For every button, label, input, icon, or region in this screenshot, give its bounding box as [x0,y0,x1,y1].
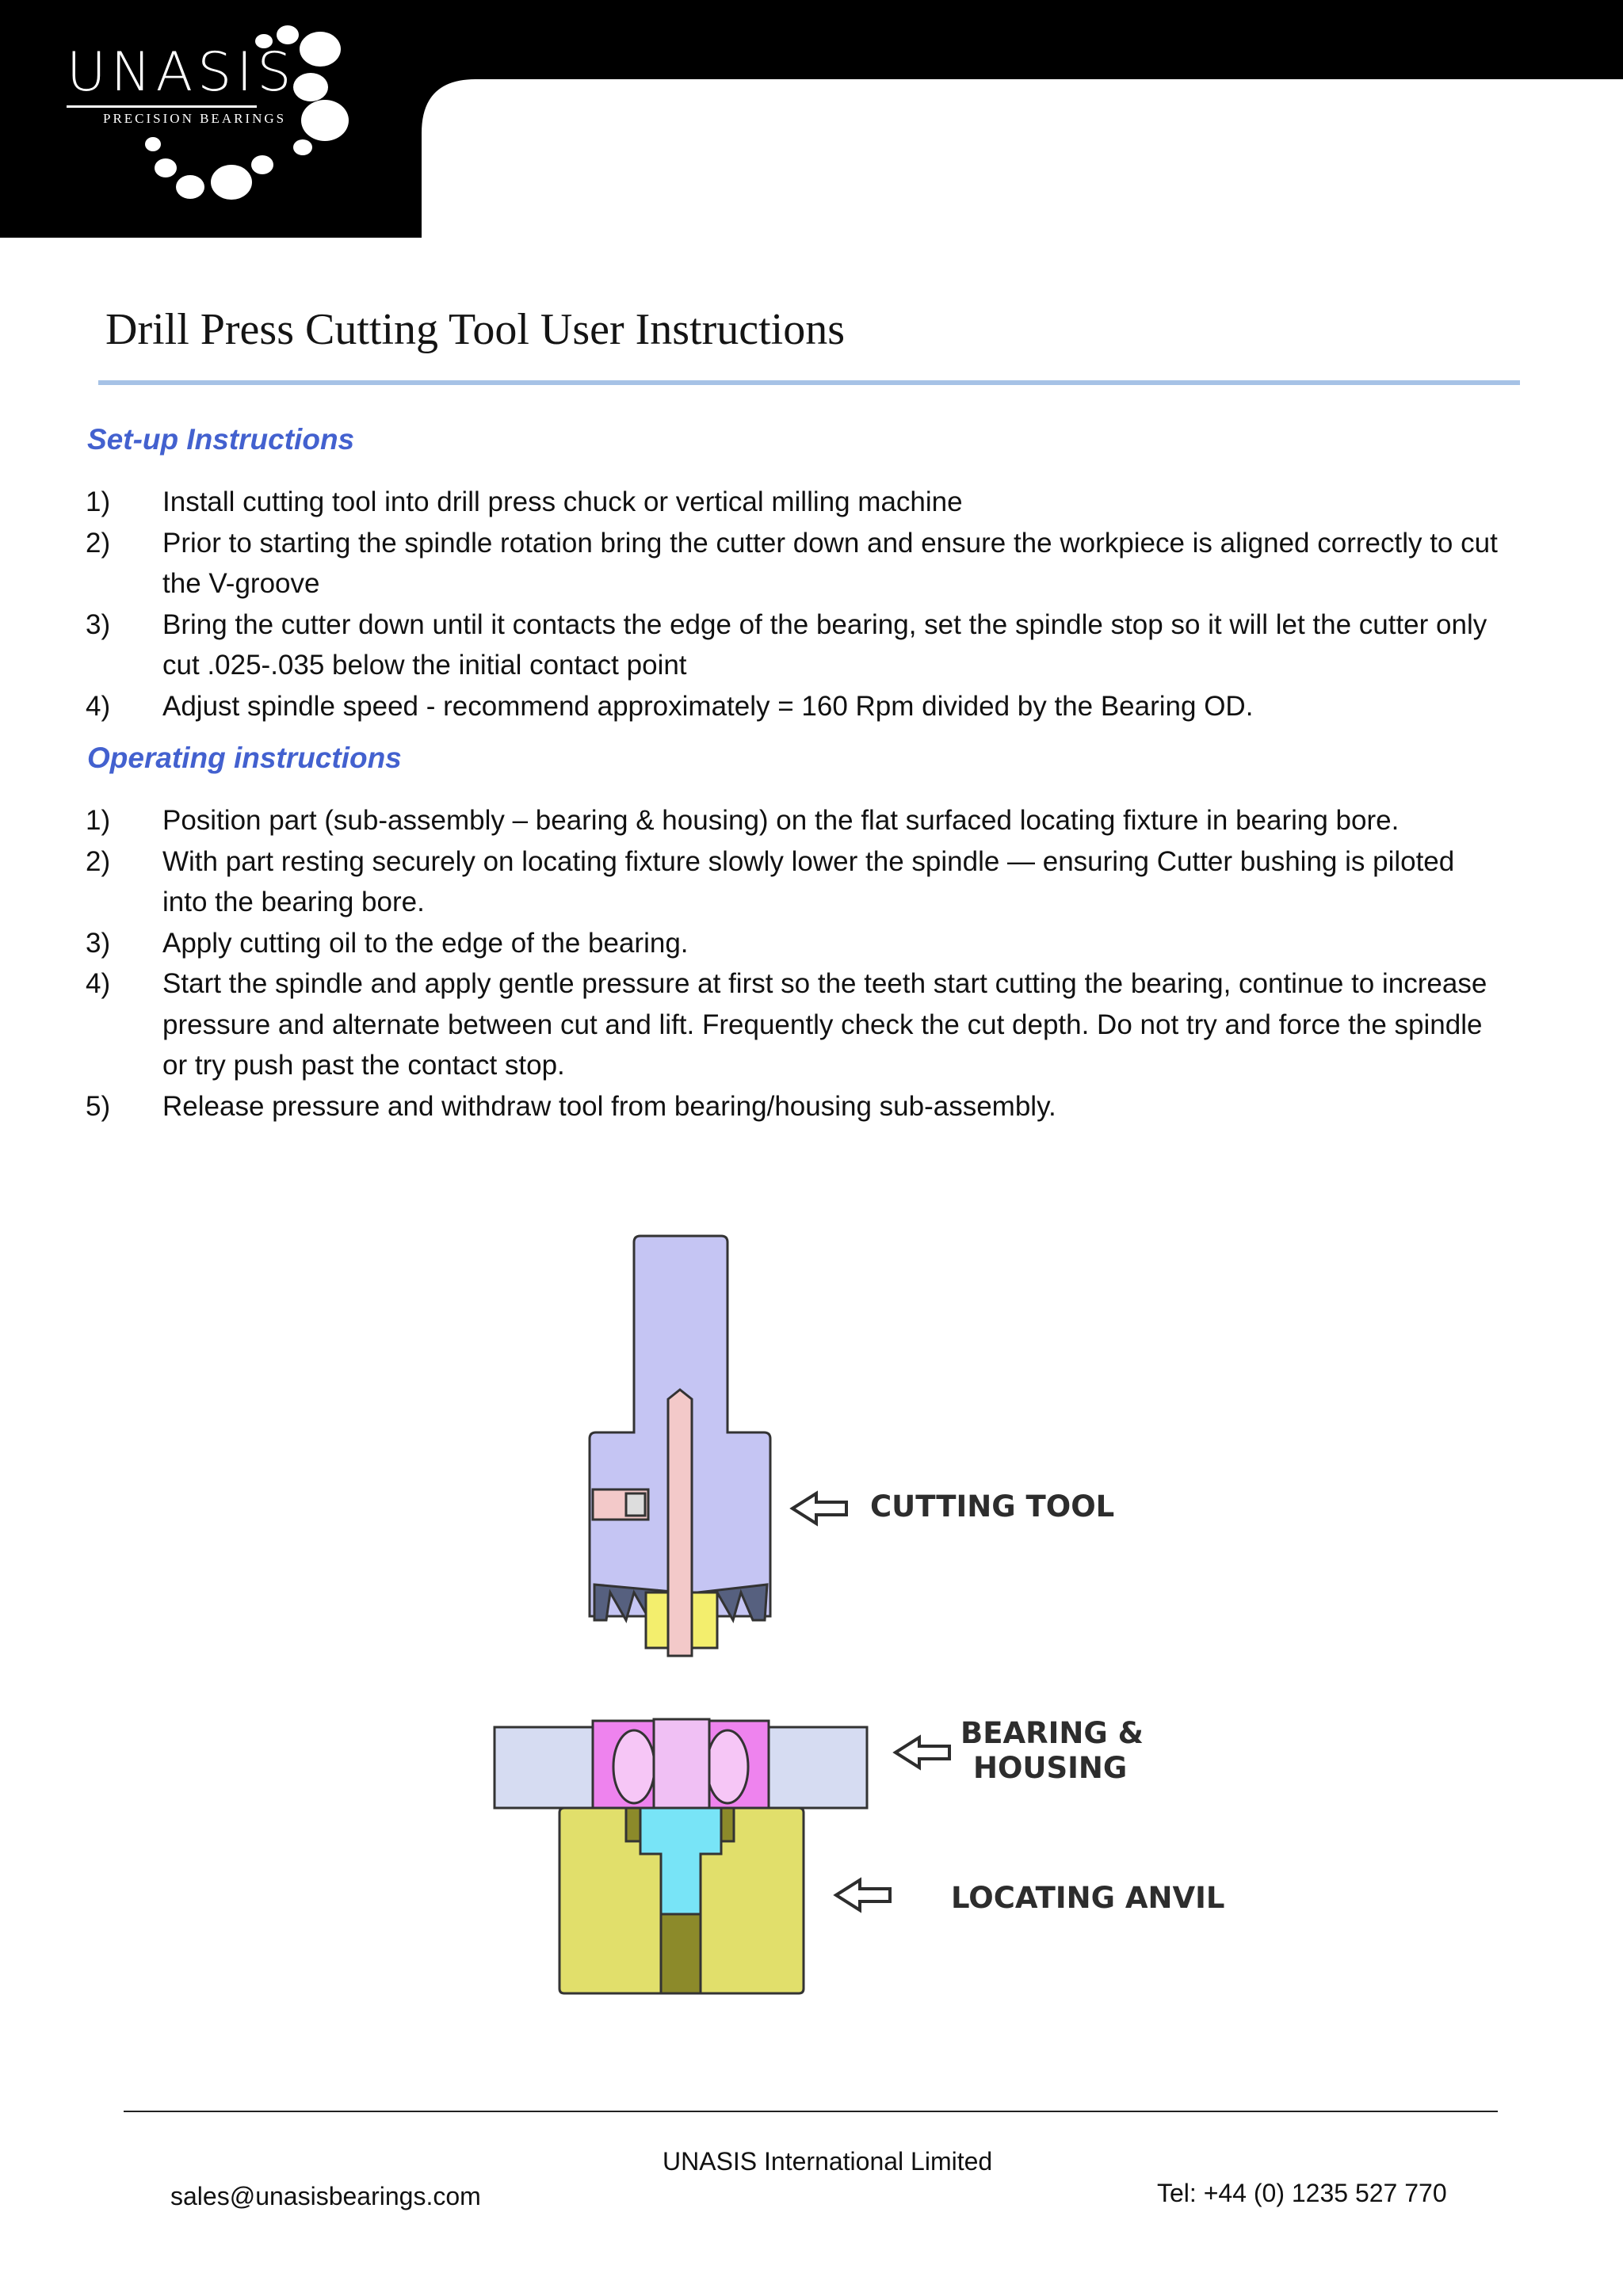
item-text: Start the spindle and apply gentle pressure at first so the teeth start cutting the bearing, continue to increase pressure and alternate between cut and lift. Frequently check the cut depth. Do not try and force the spindle or try push past the contact stop. [162,968,1487,1081]
bearing-housing-illustration [495,1719,867,1808]
cutting-tool-illustration [590,1236,770,1656]
item-number: 1) [86,805,111,836]
list-item [0,1086,1623,1127]
item-number: 3) [86,608,111,640]
list-item [0,963,1623,1086]
bearing-ball-right [707,1730,748,1803]
bearing-bore [654,1719,709,1808]
item-text: Adjust spindle speed - recommend approximately = 160 Rpm divided by the Bearing OD. [162,690,1254,722]
locating-anvil-illustration [559,1808,804,1993]
item-number: 3) [86,927,111,959]
arrow-bearing-icon [896,1737,949,1768]
list-item [0,923,1623,964]
setup-list [0,482,1623,727]
title-divider [98,380,1520,385]
item-text: Install cutting tool into drill press chuck or vertical milling machine [162,486,963,517]
item-text: Bring the cutter down until it contacts the edge of the bearing, set the spindle stop so it will let the cutter only cut .025-.035 below the initial contact point [162,608,1487,681]
bearing-ball-left [613,1730,655,1803]
item-text: Release pressure and withdraw tool from bearing/housing sub-assembly. [162,1090,1056,1122]
list-item [0,841,1623,923]
ejector-pin [668,1390,692,1656]
tool-assembly-diagram [0,1220,1623,2012]
operating-list [0,800,1623,1127]
set-screw-head [626,1493,645,1516]
footer-divider [124,2111,1498,2112]
footer-phone: Tel: +44 (0) 1235 527 770 [1157,2179,1447,2207]
item-number: 1) [86,486,111,517]
item-number: 5) [86,1090,111,1122]
logo-tagline: PRECISION BEARINGS [103,111,287,126]
list-item [0,523,1623,605]
operating-heading: Operating instructions [87,742,402,774]
anvil-bore [661,1914,701,1993]
item-text: Position part (sub-assembly – bearing & housing) on the flat surfaced locating fixture in bearing bore. [162,805,1400,836]
label-locating-anvil: LOCATING ANVIL [951,1881,1225,1915]
item-number: 4) [86,690,111,722]
label-bearing-line2: HOUSING [973,1751,1128,1785]
housing-left [495,1727,593,1808]
arrow-anvil-icon [836,1880,890,1910]
logo-divider [67,105,257,108]
setup-heading: Set-up Instructions [87,423,355,456]
footer-company: UNASIS International Limited [663,2147,993,2176]
list-item [0,686,1623,727]
item-number: 2) [86,527,111,559]
logo-wordmark: UNASIS [67,41,296,104]
label-cutting-tool: CUTTING TOOL [870,1489,1115,1524]
list-item [0,800,1623,841]
list-item [0,605,1623,686]
item-text: With part resting securely on locating fixture slowly lower the spindle — ensuring Cutter bushing is piloted into the bearing bore. [162,845,1455,917]
item-number: 4) [86,968,111,999]
label-bearing-line1: BEARING & [960,1716,1144,1750]
housing-right [769,1727,867,1808]
arrow-cutting-tool-icon [792,1493,846,1524]
item-text: Prior to starting the spindle rotation bring the cutter down and ensure the workpiece is aligned correctly to cut the V-groove [162,527,1498,599]
item-number: 2) [86,845,111,877]
page-title: Drill Press Cutting Tool User Instructions [105,305,846,354]
item-text: Apply cutting oil to the edge of the bearing. [162,927,689,959]
footer-email[interactable]: sales@unasisbearings.com [170,2182,481,2210]
list-item [0,482,1623,523]
